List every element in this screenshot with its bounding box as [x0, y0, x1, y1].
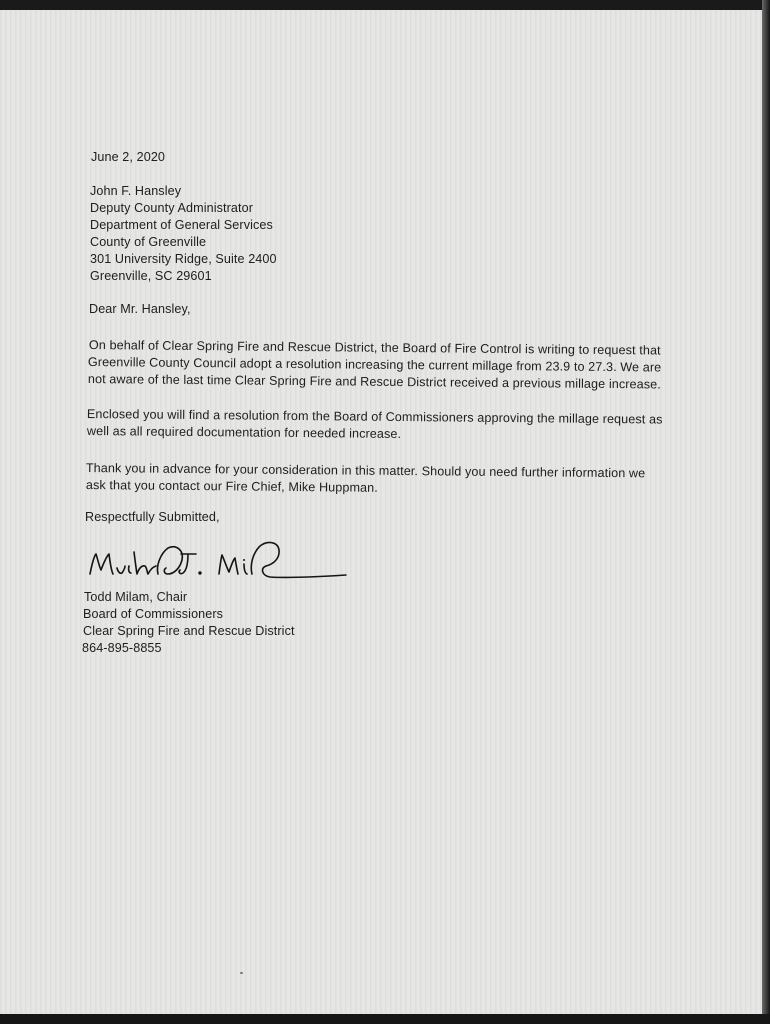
letter-date: June 2, 2020 — [91, 150, 166, 164]
scan-speck — [240, 972, 243, 974]
recipient-title: Deputy County Administrator — [90, 201, 253, 215]
closing: Respectfully Submitted, — [85, 510, 220, 524]
letter-page — [0, 10, 762, 1014]
recipient-department: Department of General Services — [90, 218, 273, 232]
recipient-city-state-zip: Greenville, SC 29601 — [90, 269, 212, 283]
paragraph-2-line-1: Enclosed you will find a resolution from the Board of Commissioners approving the millage request as — [86, 407, 663, 427]
signer-name-title: Todd Milam, Chair — [84, 590, 188, 604]
paragraph-2-line-2: well as all required documentation for needed increase. — [86, 424, 402, 442]
recipient-county: County of Greenville — [90, 235, 207, 249]
scan-edge-right — [762, 0, 770, 1024]
paragraph-1-line-1: On behalf of Clear Spring Fire and Rescue District, the Board of Fire Control is writing to request that — [88, 338, 661, 358]
recipient-name: John F. Hansley — [90, 184, 182, 198]
paragraph-1-line-2: Greenville County Council adopt a resolution increasing the current millage from 23.9 to 27.3. We are — [87, 355, 662, 375]
salutation: Dear Mr. Hansley, — [89, 302, 191, 316]
signer-board: Board of Commissioners — [83, 607, 224, 621]
signer-phone: 864-895-8855 — [82, 641, 162, 655]
recipient-street: 301 University Ridge, Suite 2400 — [90, 252, 277, 266]
paragraph-3-line-2: ask that you contact our Fire Chief, Mike Huppman. — [85, 478, 378, 495]
paragraph-1-line-3: not aware of the last time Clear Spring Fire and Rescue District received a previous millage increase. — [87, 372, 661, 392]
paragraph-3-line-1: Thank you in advance for your consideration in this matter. Should you need further information we — [85, 461, 646, 481]
scan-edge-bottom — [0, 1014, 770, 1024]
handwritten-signature — [84, 530, 354, 590]
signer-organization: Clear Spring Fire and Rescue District — [83, 624, 295, 638]
